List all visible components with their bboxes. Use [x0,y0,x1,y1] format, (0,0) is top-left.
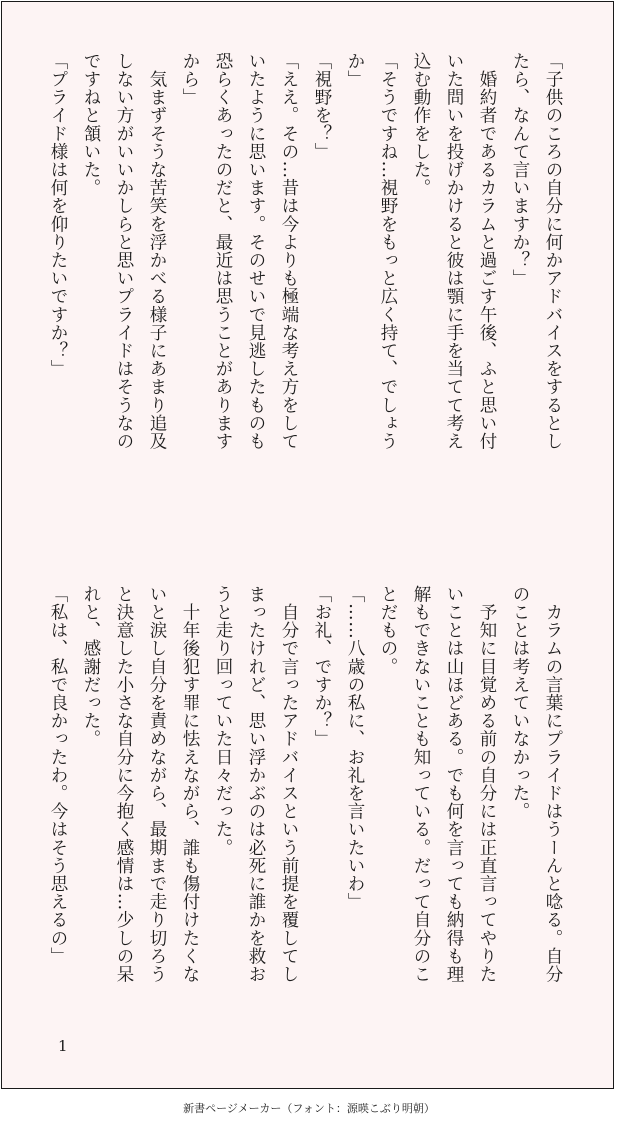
text-line: 「ええ。その…昔は今よりも極端な考え方をして [279,52,299,451]
text-line: 「お礼、ですか？」 [312,585,332,748]
text-line: たら、なんて言いますか？」 [510,52,530,288]
text-line: 予知に目覚める前の自分には正直言ってやりた [477,585,497,984]
text-line: から」 [180,52,200,107]
footer-credit: 新書ページメーカー（フォント：源暎こぶり明朝） [183,1102,435,1115]
book-page [1,1,614,1089]
lower-text-block [41,585,569,1055]
text-line: まったけれど、思い浮かぶのは必死に誰かを救お [246,585,266,984]
text-line: 婚約者であるカラムと過ごす午後、ふと思い付 [477,52,497,451]
text-line: 「……八歳の私に、お礼を言いたいわ」 [345,585,365,911]
text-line: 「私は、私で良かったわ。今はそう思えるの」 [48,585,68,966]
text-line: 「視野を？」 [312,52,332,161]
text-line: しない方がいいかしらと思いプライドはそうなの [114,52,134,451]
text-line: 恐らくあったのだと、最近は思うことがあります [213,52,233,451]
text-line: いと涙し自分を責めながら、最期まで走り切ろう [147,585,167,984]
text-line: 十年後犯す罪に怯えながら、誰も傷付けたくな [180,585,200,984]
text-line: 自分で言ったアドバイスという前提を覆してし [279,585,299,984]
text-line: か」 [345,52,365,89]
text-line: 込む動作をした。 [411,52,431,197]
text-line: カラムの言葉にプライドはうーんと唸る。自分 [543,585,563,984]
text-line: 解もできないことも知っている。だって自分のこ [411,585,431,984]
text-line: 「子供のころの自分に何かアドバイスをするとし [543,52,563,451]
text-line: れと、感謝だった。 [81,585,101,748]
text-line: とだもの。 [378,585,398,676]
text-line: と決意した小さな自分に今抱く感情は…少しの呆 [114,585,134,984]
upper-text-block [41,52,569,522]
text-line: いたように思います。そのせいで見逃したものも [246,52,266,451]
page-number: 1 [58,1037,68,1055]
text-line: うと走り回っていた日々だった。 [213,585,233,857]
text-line: ですねと頷いた。 [81,52,101,197]
text-line: 「プライド様は何を仰りたいですか？」 [48,52,68,378]
text-line: いことは山ほどある。でも何を言っても納得も理 [444,585,464,984]
text-line: いた問いを投げかけると彼は顎に手を当てて考え [444,52,464,451]
text-line: のことは考えていなかった。 [510,585,530,821]
text-line: 気まずそうな苦笑を浮かべる様子にあまり追及 [147,52,167,451]
text-line: 「そうですね…視野をもっと広く持て、でしょう [378,52,398,451]
